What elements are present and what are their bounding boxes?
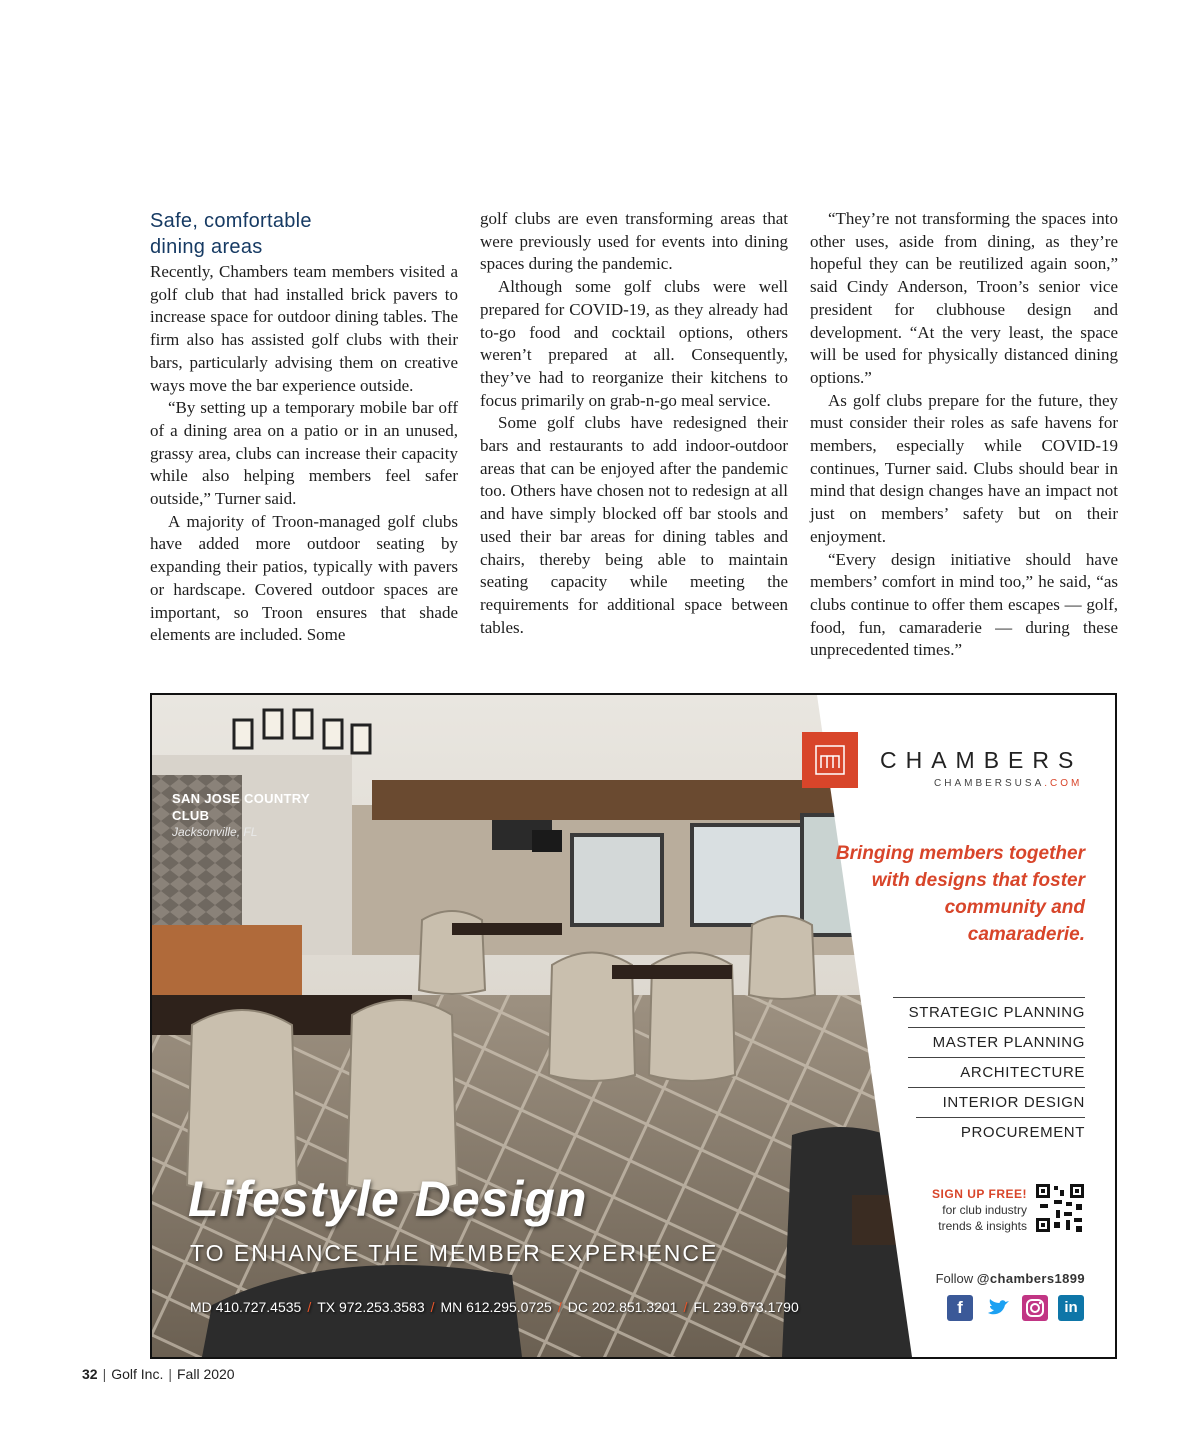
instagram-icon[interactable]	[1022, 1295, 1048, 1321]
phone-tx: TX 972.253.3583	[317, 1299, 425, 1315]
twitter-icon[interactable]	[986, 1295, 1012, 1321]
page-footer: 32 | Golf Inc. | Fall 2020	[82, 1366, 235, 1382]
phone-fl: FL 239.673.1790	[693, 1299, 799, 1315]
page-number: 32	[82, 1366, 98, 1382]
ad-subheadline: TO ENHANCE THE MEMBER EXPERIENCE	[190, 1240, 719, 1266]
club-name: SAN JOSE COUNTRY CLUB	[172, 791, 310, 823]
facebook-icon[interactable]: f	[947, 1295, 973, 1321]
brand-name: CHAMBERS	[880, 747, 1083, 773]
website-link[interactable]: CHAMBERSUSA.COM	[934, 778, 1083, 789]
chambers-logo-icon	[802, 732, 858, 788]
phone-md: MD 410.727.4535	[190, 1299, 302, 1315]
chambers-advertisement	[150, 693, 1117, 1359]
issue-date: Fall 2020	[177, 1366, 235, 1382]
article-column-3	[810, 208, 1118, 662]
club-location: Jacksonville, FL	[172, 825, 258, 839]
phone-numbers: MD 410.727.4535 / TX 972.253.3583 / MN 612.295.0725 / DC 202.851.3201 / FL 239.673.1790	[190, 1299, 799, 1315]
paragraph: Recently, Chambers team members visited a golf club that had installed brick pavers to increase space for outdoor dining tables. The firm also has assisted golf clubs with their bars, particularly advising them on creative ways move the bar experience outside.	[150, 262, 458, 395]
social-handle[interactable]: @chambers1899	[976, 1271, 1085, 1286]
service-item: STRATEGIC PLANNING	[893, 997, 1085, 1027]
paragraph: As golf clubs prepare for the future, they must consider their roles as safe havens for members, especially while COVID-19 continues, Turner said. Clubs should bear in mind that design changes have an impact not just on members’ safety but on their enjoyment.	[810, 390, 1118, 546]
ad-headline: Lifestyle Design	[188, 1171, 588, 1227]
paragraph: Although some golf clubs were well prepared for COVID-19, as they already had to-go food and cocktail options, others weren’t prepared at all. Consequently, they’ve had to reorganize their kitchens to focus primarily on grab-n-go meal service.	[480, 277, 788, 410]
service-item: MASTER PLANNING	[908, 1027, 1085, 1057]
article-column-2	[480, 208, 788, 639]
phone-dc: DC 202.851.3201	[567, 1299, 678, 1315]
services-list	[885, 997, 1085, 1147]
paragraph: “They’re not transforming the spaces into other uses, aside from dining, as they’re hopeful they can be reutilized again soon,” said Cindy Anderson, Troon’s senior vice president for clubhouse design and development. “At the very least, the space will be used for physically distanced dining options.”	[810, 209, 1118, 387]
qr-code-icon[interactable]	[1036, 1184, 1084, 1232]
service-item: PROCUREMENT	[916, 1117, 1085, 1147]
ad-tagline: Bringing members together with designs that foster community and camaraderie.	[835, 843, 1085, 945]
publication-name: Golf Inc.	[111, 1366, 164, 1382]
article-column-1	[150, 208, 458, 647]
signup-label: SIGN UP FREE!	[932, 1187, 1027, 1201]
phone-mn: MN 612.295.0725	[440, 1299, 552, 1315]
service-item: ARCHITECTURE	[908, 1057, 1085, 1087]
paragraph: “Every design initiative should have members’ comfort in mind too,” he said, “as clubs continue to offer them escapes — golf, food, fun, camaraderie — during these unprecedented times.”	[810, 549, 1118, 660]
section-heading: Safe, comfortable dining areas	[150, 210, 312, 258]
follow-line: Follow @chambers1899	[935, 1271, 1085, 1286]
paragraph: Some golf clubs have redesigned their bars and restaurants to add indoor-outdoor areas that can be enjoyed after the pandemic too. Others have chosen not to redesign at all and have simply blocked off bar stools and used their bar areas for dining tables and chairs, thereby being able to maintain seating capacity while meeting the requirements for additional space between tables.	[480, 413, 788, 637]
paragraph: golf clubs are even transforming areas that were previously used for events into dining spaces during the pandemic.	[480, 209, 788, 274]
paragraph: “By setting up a temporary mobile bar off of a dining area on a patio or in an unused, grassy area, clubs can increase their capacity while also helping members feel safer outside,” Turner said.	[150, 398, 458, 509]
paragraph: A majority of Troon-managed golf clubs have added more outdoor seating by expanding their patios, typically with pavers or hardscape. Covered outdoor spaces are important, so Troon ensures that shade elements are included. Some	[150, 511, 458, 645]
signup-callout: SIGN UP FREE! for club industry trends & insights	[877, 1186, 1027, 1234]
linkedin-icon[interactable]: in	[1058, 1295, 1084, 1321]
service-item: INTERIOR DESIGN	[908, 1087, 1085, 1117]
